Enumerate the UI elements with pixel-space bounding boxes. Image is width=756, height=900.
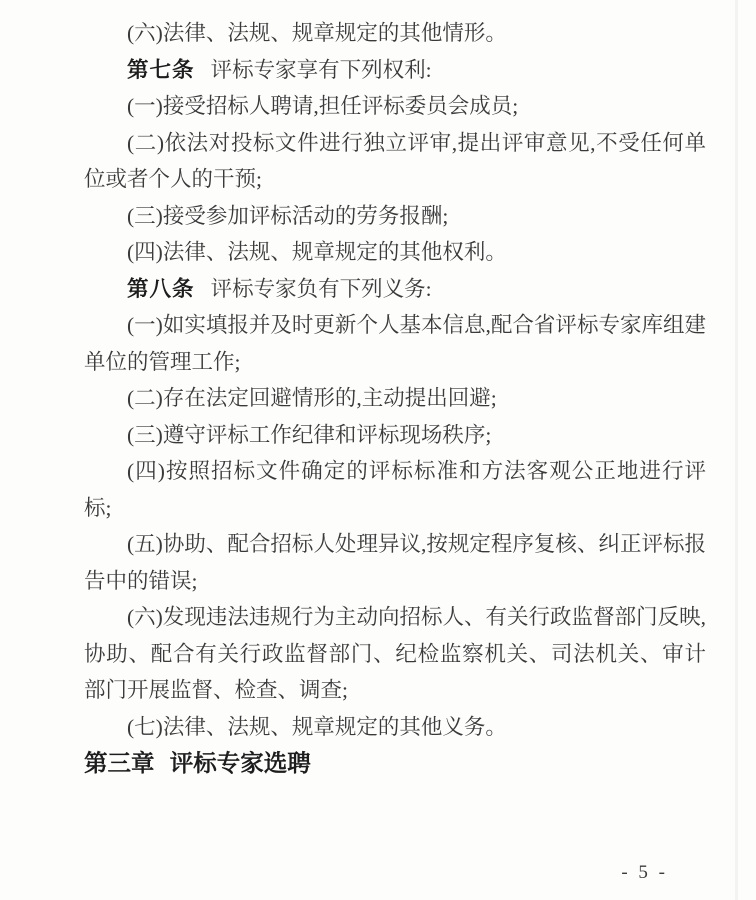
clause-item — [84, 417, 706, 454]
article-number: 第八条 — [127, 276, 195, 301]
article-text: 评标专家负有下列义务: — [210, 276, 432, 301]
article-text: 评标专家享有下列权利: — [210, 57, 432, 82]
clause-text: (五)协助、配合招标人处理异议,按规定程序复核、纠正评标报告中的错误; — [84, 532, 706, 593]
clause-item — [84, 15, 706, 52]
clause-item — [84, 526, 706, 599]
chapter-heading — [84, 745, 706, 782]
clause-text: (二)存在法定回避情形的,主动提出回避; — [127, 386, 497, 410]
chapter-number: 第三章 — [84, 750, 155, 776]
clause-text: (六)法律、法规、规章规定的其他情形。 — [127, 21, 507, 45]
clause-text: (二)依法对投标文件进行独立评审,提出评审意见,不受任何单位或者个人的干预; — [84, 130, 706, 191]
chapter-title: 评标专家选聘 — [169, 750, 311, 776]
clause-item — [84, 198, 706, 235]
clause-text: (三)接受参加评标活动的劳务报酬; — [127, 203, 449, 228]
clause-text: (一)接受招标人聘请,担任评标委员会成员; — [127, 94, 519, 118]
article-paragraph — [84, 52, 706, 89]
clause-text: (六)发现违法违规行为主动向招标人、有关行政监督部门反映,协助、配合有关行政监督部门、纪检监察机关、司法机关、审计部门开展监督、检查、调查; — [84, 605, 706, 702]
clause-item — [84, 453, 706, 526]
clause-text: (四)法律、法规、规章规定的其他权利。 — [127, 240, 507, 264]
clause-item — [84, 307, 706, 380]
clause-text: (三)遵守评标工作纪律和评标现场秩序; — [127, 422, 492, 447]
clause-text: (四)按照招标文件确定的评标标准和方法客观公正地进行评标; — [84, 459, 706, 520]
clause-text: (一)如实填报并及时更新个人基本信息,配合省评标专家库组建单位的管理工作; — [84, 313, 706, 374]
clause-item — [84, 125, 706, 198]
clause-item — [84, 599, 706, 709]
scan-artifact-line — [735, 0, 738, 900]
article-number: 第七条 — [127, 57, 195, 82]
article-paragraph — [84, 271, 706, 308]
document-body — [84, 15, 706, 782]
clause-item — [84, 380, 706, 417]
clause-item — [84, 234, 706, 271]
clause-item — [84, 88, 706, 125]
page-number: - 5 - — [621, 862, 668, 883]
clause-item — [84, 709, 706, 746]
clause-text: (七)法律、法规、规章规定的其他义务。 — [127, 714, 507, 739]
